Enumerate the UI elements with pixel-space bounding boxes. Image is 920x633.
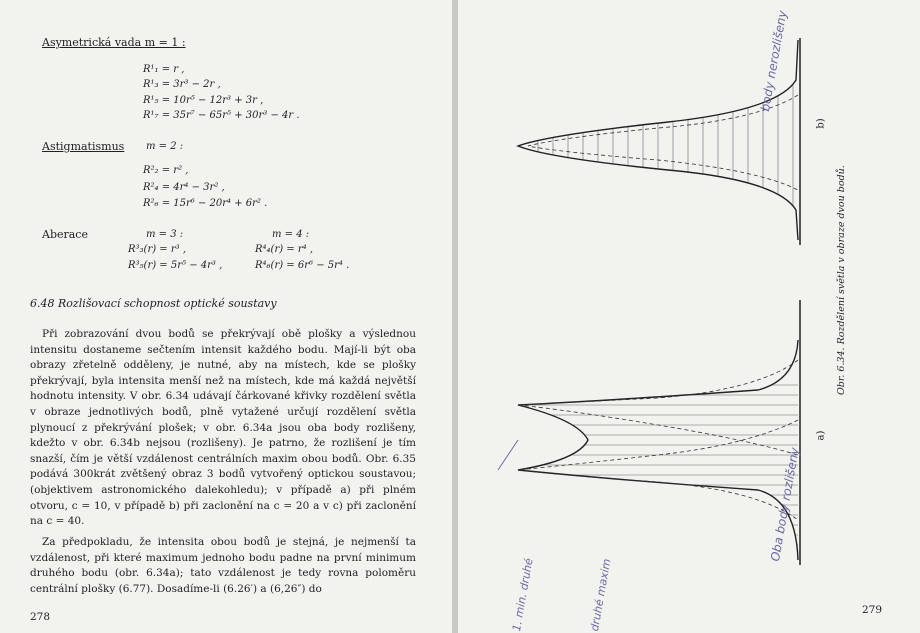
aberration-m4: m = 4 : bbox=[272, 229, 310, 240]
handwritten-arrow bbox=[498, 440, 518, 470]
equation: R⁴₆(r) = 6r⁶ − 5r⁴ . bbox=[255, 260, 350, 271]
asymmetric-title-text: Asymetrická vada m = 1 : bbox=[42, 36, 186, 49]
equation: R³₃(r) = r³ , bbox=[128, 244, 187, 255]
equation: R²₄ = 4r⁴ − 3r² , bbox=[143, 182, 225, 193]
figure-b-hatching bbox=[538, 48, 793, 240]
aberration-title: Aberace bbox=[42, 228, 88, 241]
page-number-left: 278 bbox=[30, 611, 51, 623]
page-number-right: 279 bbox=[862, 604, 883, 616]
handwritten-edge-note-1: 1. min. druhé bbox=[510, 557, 536, 633]
figure-a-label: a) bbox=[815, 430, 827, 441]
paragraph-1-text: Při zobrazování dvou bodů se překrývají obě plošky a výslednou intensitu dostaneme sečtením intensit každého bodu. Mají-li být oba obrazy zřetelně odděleny, je nutné, aby na místech, kde se plošky překrývají, byla intensita menší než na místech, kde má každá největší hodnotu intensity. V obr. 6.34 udávají čárkované křivky rozdělení světla v obraze jednotlivých bodů, plně vytažené určují rozdělení světla plynoucí z překrývání plošek; v obr. 6.34a jsou oba body rozlišeny, kdežto v obr. 6.34b nejsou (rozlišeny). Je patrno, že rozlišení je tím snazší, čím je větší vzdálenost centrálních maxim obou bodů. Obr. 6.35 podává 300krát zvětšený obraz 3 bodů vytvořený optickou soustavou; (objektivem astronomického dalekohledu); v případě a) při plném otvoru, c = 10, v případě b) při zaclonění na c = 20 a v c) při zaclonění na c = 40. bbox=[30, 328, 416, 528]
equation: R¹₁ = r , bbox=[143, 64, 185, 75]
figure-a-curves bbox=[498, 300, 803, 565]
figure-a-dashed-curve-1 bbox=[518, 360, 798, 455]
equation: R²₂ = r² , bbox=[143, 165, 189, 176]
figure-b-curves bbox=[518, 38, 800, 245]
equation: R¹₅ = 10r⁵ − 12r³ + 3r , bbox=[143, 95, 264, 106]
paragraph-2-text: Za předpokladu, že intensita obou bodů je stejná, je nejmenší ta vzdálenost, při které maximum jednoho bodu padne na první minimum druhého bodu (obr. 6.34a); tato vzdálenost je tedy rovna poloměru centrální plošky (6.77). Dosadíme-li (6.26′) a (6,26″) do bbox=[30, 536, 416, 595]
figure-6-34 bbox=[458, 0, 920, 633]
equation: R¹₃ = 3r³ − 2r , bbox=[143, 79, 221, 90]
equation: R²₆ = 15r⁶ − 20r⁴ + 6r² . bbox=[143, 198, 268, 209]
figure-b-label: b) bbox=[815, 118, 827, 129]
handwritten-edge-note-2: druhé maxim bbox=[588, 557, 614, 633]
equation: R⁴₄(r) = r⁴ , bbox=[255, 244, 314, 255]
handwritten-note-b: body nerozlišeny bbox=[758, 9, 790, 113]
figure-a-solid-curve bbox=[518, 340, 798, 560]
body-paragraph-1 bbox=[30, 327, 416, 530]
left-page bbox=[0, 0, 452, 633]
right-page bbox=[458, 0, 920, 633]
equation: R¹₇ = 35r⁷ − 65r⁵ + 30r³ − 4r . bbox=[143, 110, 300, 121]
astigmatism-m: m = 2 : bbox=[146, 141, 184, 152]
equation: R³₅(r) = 5r⁵ − 4r³ , bbox=[128, 260, 223, 271]
body-paragraph-2 bbox=[30, 535, 416, 597]
aberration-m3: m = 3 : bbox=[146, 229, 184, 240]
astigmatism-title: Astigmatismus bbox=[42, 140, 125, 153]
figure-caption: Obr. 6.34. Rozdělení světla v obraze dvou bodů. bbox=[836, 165, 847, 395]
asymmetric-aberration-title bbox=[42, 36, 186, 49]
handwritten-note-a: Oba body rozlišeny bbox=[768, 446, 802, 563]
section-heading: 6.48 Rozlišovací schopnost optické soustavy bbox=[30, 297, 277, 310]
